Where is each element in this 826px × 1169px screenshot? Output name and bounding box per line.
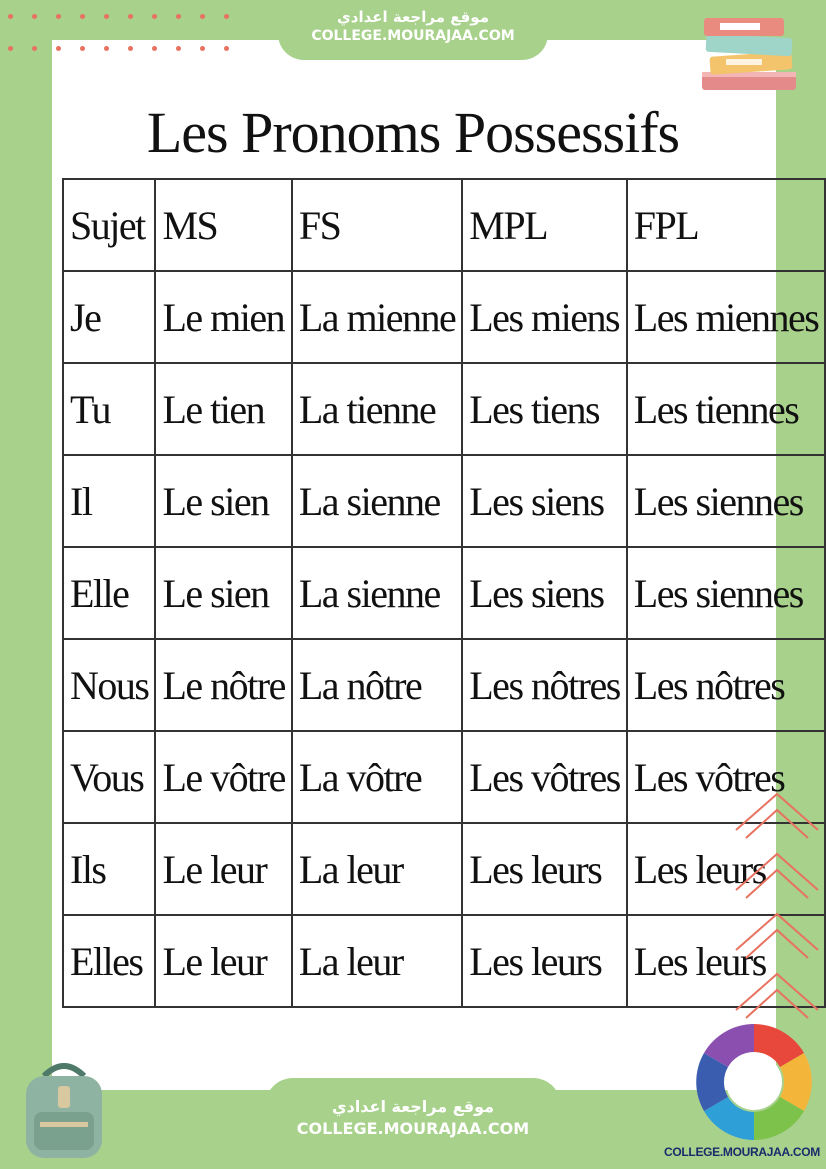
table-header-cell: MPL bbox=[462, 179, 627, 271]
pronoun-cell: Le leur bbox=[155, 915, 291, 1007]
pronoun-cell: La vôtre bbox=[292, 731, 462, 823]
decorative-dot bbox=[176, 46, 181, 51]
table-row bbox=[63, 639, 825, 731]
pronoun-cell: Les siens bbox=[462, 547, 627, 639]
pronoun-cell: Les tiennes bbox=[627, 363, 826, 455]
decorative-dot bbox=[8, 14, 13, 19]
subjects-wheel-icon bbox=[694, 1022, 814, 1142]
footer-banner bbox=[265, 1078, 561, 1150]
pronoun-cell: La leur bbox=[292, 915, 462, 1007]
pronoun-cell: La sienne bbox=[292, 455, 462, 547]
header-banner bbox=[278, 0, 548, 60]
pronoun-cell: La nôtre bbox=[292, 639, 462, 731]
table-row bbox=[63, 363, 825, 455]
table-header-cell: MS bbox=[155, 179, 291, 271]
pronoun-cell: La leur bbox=[292, 823, 462, 915]
decorative-dot bbox=[152, 14, 157, 19]
table-row bbox=[63, 455, 825, 547]
pronoun-cell: Les vôtres bbox=[627, 731, 826, 823]
decorative-dot bbox=[56, 46, 61, 51]
decorative-dot bbox=[8, 46, 13, 51]
pronoun-cell: Le mien bbox=[155, 271, 291, 363]
page-title: Les Pronoms Possessifs bbox=[146, 100, 680, 165]
subject-cell: Il bbox=[63, 455, 155, 547]
decorative-dot bbox=[32, 14, 37, 19]
decorative-dot bbox=[128, 46, 133, 51]
pronoun-cell: Les leurs bbox=[627, 915, 826, 1007]
decorative-dots bbox=[52, 40, 262, 100]
table-header-cell: FPL bbox=[627, 179, 826, 271]
pronoun-cell: La sienne bbox=[292, 547, 462, 639]
pronoun-cell: Les nôtres bbox=[462, 639, 627, 731]
possessive-pronouns-table bbox=[62, 178, 826, 1008]
table-row bbox=[63, 823, 825, 915]
decorative-dot bbox=[80, 14, 85, 19]
pronoun-cell: Les miens bbox=[462, 271, 627, 363]
pronoun-cell: Le tien bbox=[155, 363, 291, 455]
decorative-dot bbox=[224, 46, 229, 51]
header-site-url[interactable]: COLLEGE.MOURAJAA.COM bbox=[311, 28, 515, 44]
pronoun-cell: La tienne bbox=[292, 363, 462, 455]
decorative-dot bbox=[80, 46, 85, 51]
subject-cell: Tu bbox=[63, 363, 155, 455]
pronoun-cell: Les siens bbox=[462, 455, 627, 547]
table-row bbox=[63, 547, 825, 639]
pronoun-cell: Le nôtre bbox=[155, 639, 291, 731]
table-row bbox=[63, 271, 825, 363]
decorative-dot bbox=[32, 46, 37, 51]
pronoun-cell: Les vôtres bbox=[462, 731, 627, 823]
decorative-dot bbox=[200, 46, 205, 51]
table-row bbox=[63, 731, 825, 823]
chevrons-icon bbox=[732, 790, 822, 1040]
subject-cell: Je bbox=[63, 271, 155, 363]
pronoun-cell: Le leur bbox=[155, 823, 291, 915]
pronoun-cell: Le vôtre bbox=[155, 731, 291, 823]
brand-logo-text: COLLEGE.MOURAJAA.COM bbox=[663, 1145, 820, 1159]
books-icon bbox=[696, 14, 802, 96]
header-site-arabic: موقع مراجعة اعدادي bbox=[337, 8, 489, 26]
pronoun-cell: Le sien bbox=[155, 547, 291, 639]
subject-cell: Ils bbox=[63, 823, 155, 915]
subject-cell: Elle bbox=[63, 547, 155, 639]
backpack-icon bbox=[14, 1056, 114, 1160]
decorative-dot bbox=[152, 46, 157, 51]
pronoun-cell: Les siennes bbox=[627, 547, 826, 639]
pronoun-cell: Les miennes bbox=[627, 271, 826, 363]
pronoun-cell: Les tiens bbox=[462, 363, 627, 455]
decorative-dot bbox=[200, 14, 205, 19]
table-header-cell: FS bbox=[292, 179, 462, 271]
decorative-dot bbox=[128, 14, 133, 19]
pronoun-cell: Les leurs bbox=[462, 915, 627, 1007]
pronoun-cell: La mienne bbox=[292, 271, 462, 363]
pronoun-cell: Les leurs bbox=[627, 823, 826, 915]
decorative-dot bbox=[104, 14, 109, 19]
subject-cell: Nous bbox=[63, 639, 155, 731]
subject-cell: Vous bbox=[63, 731, 155, 823]
decorative-dot bbox=[104, 46, 109, 51]
pronoun-cell: Le sien bbox=[155, 455, 291, 547]
decorative-dot bbox=[56, 14, 61, 19]
decorative-dot bbox=[176, 14, 181, 19]
footer-site-url[interactable]: COLLEGE.MOURAJAA.COM bbox=[296, 1119, 530, 1138]
table-header-row bbox=[63, 179, 825, 271]
pronoun-cell: Les siennes bbox=[627, 455, 826, 547]
pronoun-cell: Les leurs bbox=[462, 823, 627, 915]
footer-site-arabic: موقع مراجعة اعدادي bbox=[331, 1097, 495, 1116]
pronoun-cell: Les nôtres bbox=[627, 639, 826, 731]
table-row bbox=[63, 915, 825, 1007]
decorative-dot bbox=[224, 14, 229, 19]
table-header-cell: Sujet bbox=[63, 179, 155, 271]
subject-cell: Elles bbox=[63, 915, 155, 1007]
